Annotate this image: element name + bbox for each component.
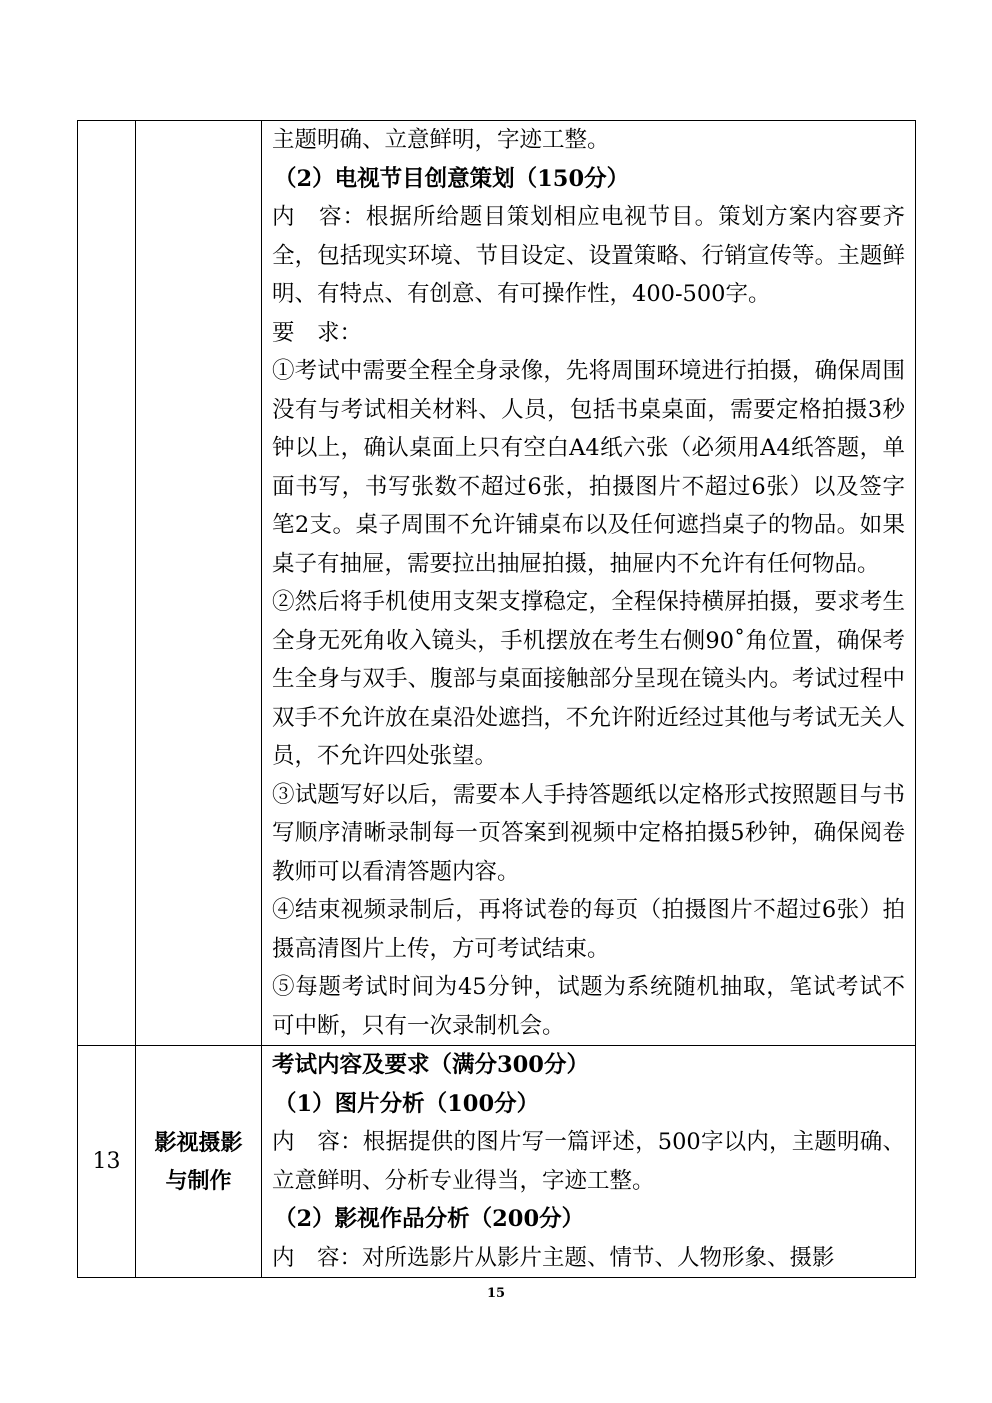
subject-cell — [136, 1046, 262, 1278]
number-cell — [78, 121, 136, 1046]
content-paragraph: 内 容：根据所给题目策划相应电视节目。策划方案内容要齐全，包括现实环境、节目设定、设置策略、行销宣传等。主题鲜明、有特点、有创意、有可操作性，400-500字。 — [272, 204, 905, 307]
subject-name-line: 与制作 — [165, 1167, 232, 1194]
requirement-item: ①考试中需要全程全身录像，先将周围环境进行拍摄，确保周围没有与考试相关材料、人员，包括书桌桌面，需要定格拍摄3秒钟以上，确认桌面上只有空白A4纸六张（必须用A4纸答题，单面书写，书写张数不超过6张，拍摄图片不超过6张）以及签字笔2支。桌子周围不允许铺桌布以及任何遮挡桌子的物品。如果桌子有抽屉，需要拉出抽屉拍摄，抽屉内不允许有任何物品。 — [272, 358, 905, 577]
section-heading: （2）电视节目创意策划（150分） — [274, 165, 630, 192]
content-cell — [262, 121, 916, 1046]
section-heading: （1）图片分析（100分） — [274, 1090, 540, 1117]
exam-requirements-table — [77, 120, 916, 1278]
requirement-item: ④结束视频录制后，再将试卷的每页（拍摄图片不超过6张）拍摄高清图片上传，方可考试结束。 — [272, 897, 905, 962]
page-number: 15 — [486, 1286, 506, 1301]
section-heading: （2）影视作品分析（200分） — [274, 1206, 585, 1232]
content-line: 主题明确、立意鲜明，字迹工整。 — [272, 127, 610, 153]
requirements-label: 要 求： — [272, 319, 363, 346]
table-row — [78, 121, 916, 1046]
content-paragraph: 内 容：根据提供的图片写一篇评述，500字以内，主题明确、立意鲜明、分析专业得当，字迹工整。 — [272, 1129, 905, 1194]
number-cell: 13 — [78, 1046, 136, 1278]
table-row — [78, 1046, 916, 1278]
subject-cell — [136, 121, 262, 1046]
requirement-item: ③试题写好以后，需要本人手持答题纸以定格形式按照题目与书写顺序清晰录制每一页答案到视频中定格拍摄5秒钟，确保阅卷教师可以看清答题内容。 — [272, 781, 905, 885]
requirement-item: ⑤每题考试时间为45分钟，试题为系统随机抽取，笔试考试不可中断，只有一次录制机会。 — [272, 974, 905, 1039]
requirement-item: ②然后将手机使用支架支撑稳定，全程保持横屏拍摄，要求考生全身无死角收入镜头，手机摆放在考生右侧90˚角位置，确保考生全身与双手、腹部与桌面接触部分呈现在镜头内。考试过程中双手不允许放在桌沿处遮挡，不允许附近经过其他与考试无关人员，不允许四处张望。 — [272, 589, 905, 769]
content-cell — [262, 1046, 916, 1278]
subject-name-line: 影视摄影 — [154, 1129, 243, 1156]
section-heading: 考试内容及要求（满分300分） — [272, 1052, 589, 1078]
content-paragraph: 内 容：对所选影片从影片主题、情节、人物形象、摄影 — [272, 1244, 835, 1271]
